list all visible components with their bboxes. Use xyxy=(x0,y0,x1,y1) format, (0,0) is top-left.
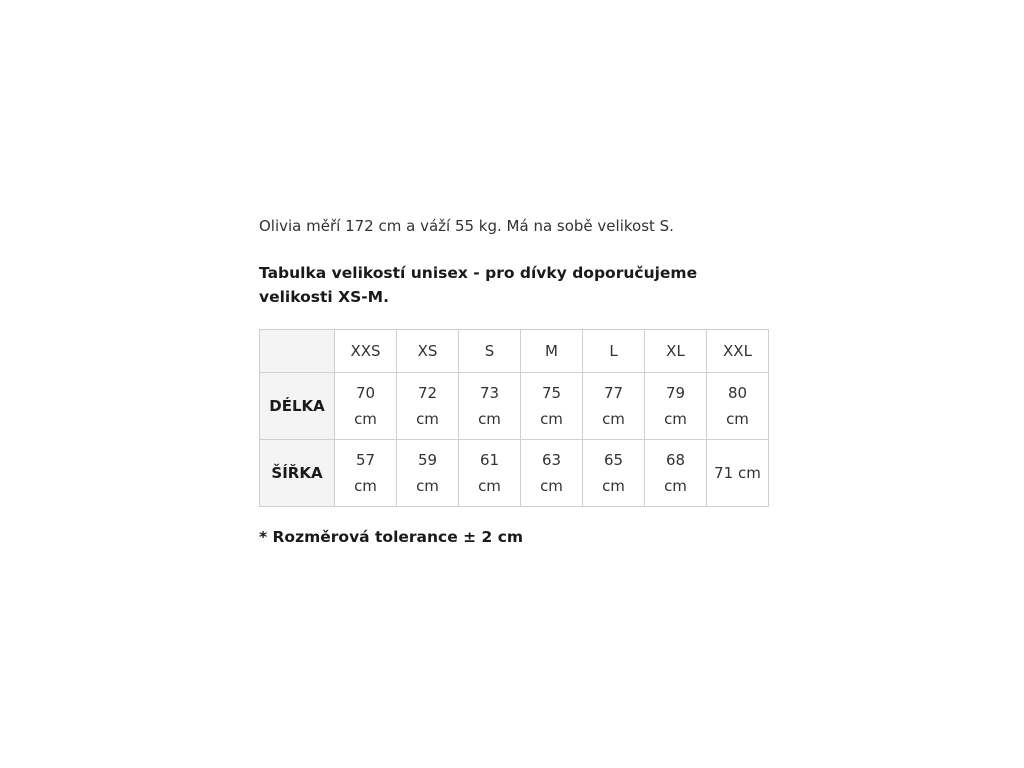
cell-value: 71 cm xyxy=(714,464,761,482)
size-header-m: M xyxy=(521,330,583,373)
size-header-xxl: XXL xyxy=(707,330,769,373)
product-description xyxy=(259,214,769,549)
cell-value: 63 xyxy=(541,451,562,469)
cell-unit: cm xyxy=(416,410,439,428)
cell-unit: cm xyxy=(602,410,625,428)
size-header-row xyxy=(260,330,769,373)
width-cell-l xyxy=(583,440,645,507)
cell-unit: cm xyxy=(664,410,687,428)
size-header-l: L xyxy=(583,330,645,373)
cell-unit: cm xyxy=(416,477,439,495)
cell-value: 59 xyxy=(417,451,438,469)
size-header-s: S xyxy=(459,330,521,373)
length-cell-xxs xyxy=(335,373,397,440)
length-cell-s xyxy=(459,373,521,440)
cell-unit: cm xyxy=(540,410,563,428)
cell-value: 68 xyxy=(665,451,686,469)
width-cell-m xyxy=(521,440,583,507)
cell-value: 70 xyxy=(355,384,376,402)
width-cell-s xyxy=(459,440,521,507)
width-cell-xl xyxy=(645,440,707,507)
row-label-width: ŠÍŘKA xyxy=(260,440,335,507)
cell-unit: cm xyxy=(602,477,625,495)
table-row-width xyxy=(260,440,769,507)
cell-value: 77 xyxy=(603,384,624,402)
width-cell-xs xyxy=(397,440,459,507)
cell-unit: cm xyxy=(354,410,377,428)
length-cell-xl xyxy=(645,373,707,440)
size-table xyxy=(259,329,769,507)
cell-value: 72 xyxy=(417,384,438,402)
size-header-xl: XL xyxy=(645,330,707,373)
cell-unit: cm xyxy=(664,477,687,495)
cell-value: 57 xyxy=(355,451,376,469)
length-cell-xs xyxy=(397,373,459,440)
cell-unit: cm xyxy=(726,410,749,428)
width-cell-xxl xyxy=(707,440,769,507)
cell-value: 65 xyxy=(603,451,624,469)
length-cell-m xyxy=(521,373,583,440)
cell-unit: cm xyxy=(540,477,563,495)
model-info-text: Olivia měří 172 cm a váží 55 kg. Má na sobě velikost S. xyxy=(259,217,674,235)
table-corner-cell xyxy=(260,330,335,373)
cell-value: 61 xyxy=(479,451,500,469)
cell-unit: cm xyxy=(478,410,501,428)
cell-unit: cm xyxy=(354,477,377,495)
size-header-xxs: XXS xyxy=(335,330,397,373)
cell-unit: cm xyxy=(478,477,501,495)
size-table-heading: Tabulka velikostí unisex - pro dívky doporučujeme velikosti XS-M. xyxy=(259,264,698,306)
width-cell-xxs xyxy=(335,440,397,507)
cell-value: 79 xyxy=(665,384,686,402)
cell-value: 75 xyxy=(541,384,562,402)
table-row-length xyxy=(260,373,769,440)
length-cell-l xyxy=(583,373,645,440)
size-header-xs: XS xyxy=(397,330,459,373)
length-cell-xxl xyxy=(707,373,769,440)
tolerance-note: * Rozměrová tolerance ± 2 cm xyxy=(259,528,524,546)
row-label-length: DÉLKA xyxy=(260,373,335,440)
cell-value: 80 xyxy=(727,384,748,402)
cell-value: 73 xyxy=(479,384,500,402)
